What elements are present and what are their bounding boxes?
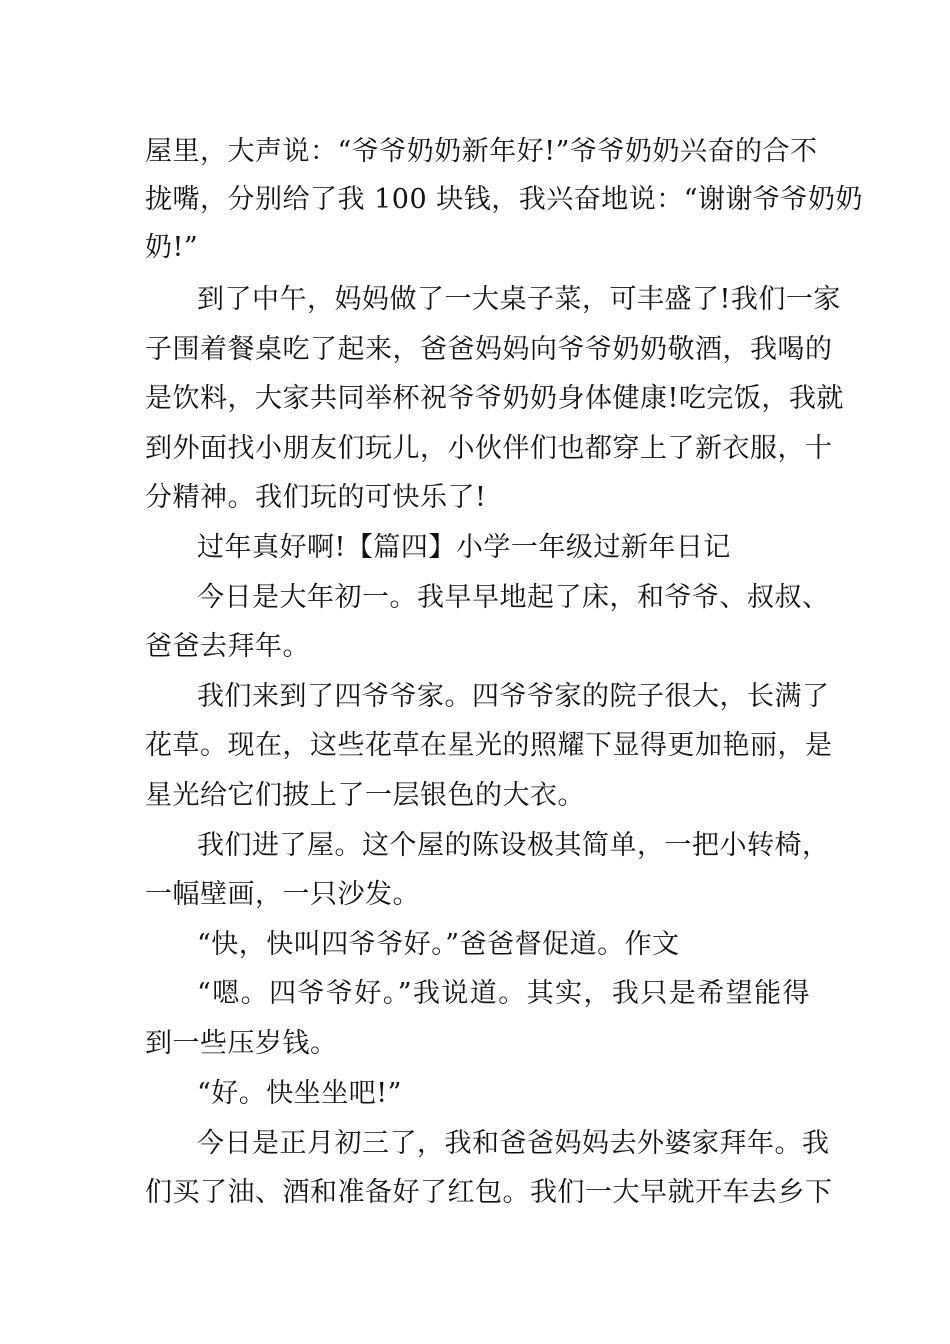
text-line: 到外面找小朋友们玩儿，小伙伴们也都穿上了新衣服，十: [145, 433, 833, 464]
text-line: 子围着餐桌吃了起来，爸爸妈妈向爷爷奶奶敬酒，我喝的: [145, 334, 833, 365]
section-heading-line: 过年真好啊!【篇四】小学一年级过新年日记: [197, 532, 731, 563]
text-line: 花草。现在，这些花草在星光的照耀下显得更加艳丽，是: [145, 730, 833, 761]
dialogue-line: “好。快坐坐吧!”: [197, 1078, 402, 1109]
text-line: 爸爸去拜年。: [145, 631, 310, 662]
text-line: 是饮料，大家共同举杯祝爷爷奶奶身体健康!吃完饭，我就: [145, 383, 844, 414]
text-line: 一幅壁画，一只沙发。: [145, 879, 420, 910]
dialogue-line: “嗯。四爷爷好。”我说道。其实，我只是希望能得: [197, 978, 810, 1009]
text-line: 奶!”: [145, 232, 199, 263]
paragraph-first-line: 我们来到了四爷爷家。四爷爷家的院子很大，长满了: [197, 681, 830, 712]
paragraph-first-line: 到了中午，妈妈做了一大桌子菜，可丰盛了!我们一家: [197, 284, 841, 315]
text-line: 屋里，大声说：“爷爷奶奶新年好!”爷爷奶奶兴奋的合不: [145, 136, 818, 167]
text-line: 们买了油、酒和准备好了红包。我们一大早就开车去乡下: [145, 1177, 833, 1208]
dialogue-line: “快，快叫四爷爷好。”爸爸督促道。作文: [197, 929, 680, 960]
text-line: 星光给它们披上了一层银色的大衣。: [145, 780, 585, 811]
text-line: 拢嘴，分别给了我 100 块钱，我兴奋地说：“谢谢爷爷奶奶: [145, 184, 864, 215]
paragraph-first-line: 今日是大年初一。我早早地起了床，和爷爷、叔叔、: [197, 582, 830, 613]
paragraph-first-line: 今日是正月初三了，我和爸爸妈妈去外婆家拜年。我: [197, 1128, 830, 1159]
text-line: 分精神。我们玩的可快乐了!: [145, 482, 487, 513]
paragraph-first-line: 我们进了屋。这个屋的陈设极其简单，一把小转椅，: [197, 830, 830, 861]
text-line: 到一些压岁钱。: [145, 1028, 338, 1059]
